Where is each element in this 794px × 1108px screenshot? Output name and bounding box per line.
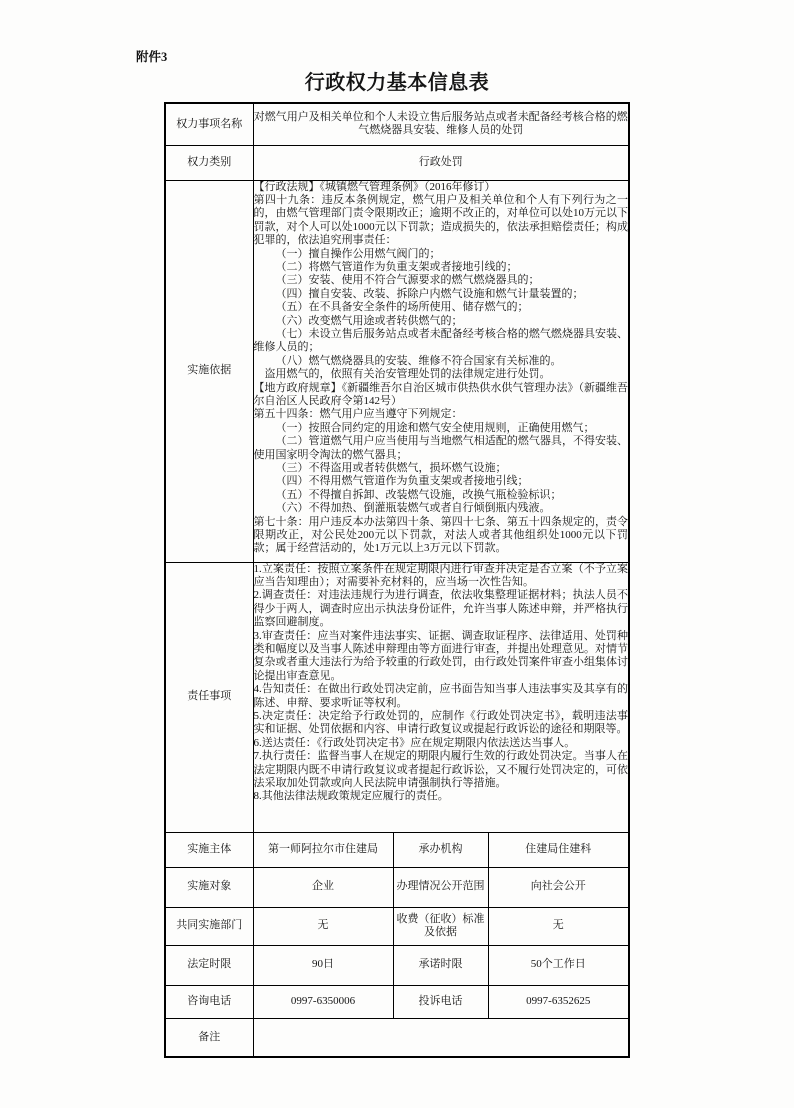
row-remark xyxy=(165,1018,629,1057)
row-label: 法定时限 xyxy=(165,945,253,985)
basis-label: 实施依据 xyxy=(165,180,253,562)
row-label: 咨询电话 xyxy=(165,985,253,1018)
row-value: 第一师阿拉尔市住建局 xyxy=(253,832,393,867)
row-duty xyxy=(165,562,629,832)
paragraph: （二）将燃气管道作为负重支架或者接地引线的； xyxy=(275,260,518,273)
row-value: 90日 xyxy=(253,945,393,985)
row-label: 承办机构 xyxy=(393,832,488,867)
paragraph: 【行政法规】《城镇燃气管理条例》（2016年修订） xyxy=(253,180,496,193)
paragraph: （四）擅自安装、改装、拆除户内燃气设施和燃气计量装置的； xyxy=(275,287,584,300)
row-phones xyxy=(165,985,629,1018)
row-label: 收费（征收）标准及依据 xyxy=(393,907,488,945)
row-value: 企业 xyxy=(253,867,393,907)
row-statutory-time-limit xyxy=(165,945,629,985)
item-name-label: 权力事项名称 xyxy=(165,103,253,145)
info-table xyxy=(164,102,630,1058)
basis-content-cell xyxy=(253,180,629,562)
paragraph: （二）管道燃气用户应当使用与当地燃气相适配的燃气器具，不得安装、使用国家明令淘汰的燃气器具； xyxy=(253,435,629,461)
row-label: 共同实施部门 xyxy=(165,907,253,945)
paragraph: （一）擅自操作公用燃气阀门的； xyxy=(275,247,441,260)
row-value: 50个工作日 xyxy=(488,945,629,985)
paragraph: 第四十九条：违反本条例规定，燃气用户及相关单位和个人有下列行为之一的，由燃气管理部门责令限期改正；逾期不改正的，对单位可以处10万元以下罚款，对个人可以处1000元以下罚款；造成损失的，依法承担赔偿责任；构成犯罪的，依法追究刑事责任： xyxy=(253,193,629,247)
row-label: 实施主体 xyxy=(165,832,253,867)
row-implementation-target xyxy=(165,867,629,907)
paragraph: 第七十条：用户违反本办法第四十条、第四十七条、第五十四条规定的，责令限期改正，对公民处200元以下罚款，对法人或者其他组织处1000元以下罚款；属于经营活动的，处1万元以上3万元以下罚款。 xyxy=(253,515,629,555)
paragraph: 8.其他法律法规政策规定应履行的责任。 xyxy=(253,790,449,803)
paragraph: （三）不得盗用或者转供燃气，损坏燃气设施； xyxy=(275,462,507,475)
paragraph: （三）安装、使用不符合气源要求的燃气燃烧器具的； xyxy=(275,274,540,287)
paragraph: 2.调查责任：对违法违规行为进行调查，依法收集整理证据材料；执法人员不得少于两人，调查时应出示执法身份证件，允许当事人陈述申辩，并严格执行监察回避制度。 xyxy=(253,589,629,629)
row-label: 投诉电话 xyxy=(393,985,488,1018)
row-value: 住建局住建科 xyxy=(488,832,629,867)
paragraph: 【地方政府规章】《新疆维吾尔自治区城市供热供水供气管理办法》（新疆维吾尔自治区人民政府令第142号） xyxy=(253,381,629,407)
paragraph: 第五十四条：燃气用户应当遵守下列规定： xyxy=(253,408,463,421)
duty-content-cell xyxy=(253,562,629,832)
row-basis xyxy=(165,180,629,562)
basis-paragraphs xyxy=(254,181,629,555)
paragraph: 6.送达责任：《行政处罚决定书》应在规定期限内依法送达当事人。 xyxy=(253,736,576,749)
remark-label: 备注 xyxy=(165,1018,253,1057)
paragraph: （八）燃气燃烧器具的安装、维修不符合国家有关标准的。 xyxy=(275,354,562,367)
paragraph: 盗用燃气的，依照有关治安管理处罚的法律规定进行处罚。 xyxy=(264,368,551,381)
row-label: 承诺时限 xyxy=(393,945,488,985)
row-value: 0997-6352625 xyxy=(488,985,629,1018)
paragraph: 3.审查责任：应当对案件违法事实、证据、调查取证程序、法律适用、处罚种类和幅度以及当事人陈述申辩理由等方面进行审查，并提出处理意见。对情节复杂或者重大违法行为给予较重的行政处罚，由行政处罚案件审查小组集体讨论提出审查意见。 xyxy=(253,629,629,682)
paragraph: （四）不得用燃气管道作为负重支架或者接地引线； xyxy=(275,475,529,488)
row-joint-departments xyxy=(165,907,629,945)
duty-label: 责任事项 xyxy=(165,562,253,832)
paragraph: （五）不得擅自拆卸、改装燃气设施，改换气瓶检验标识； xyxy=(275,488,562,501)
attachment-label: 附件3 xyxy=(136,50,168,64)
row-implementing-body xyxy=(165,832,629,867)
remark-value xyxy=(253,1018,629,1057)
row-item-name xyxy=(165,103,629,145)
row-value: 向社会公开 xyxy=(488,867,629,907)
row-label: 实施对象 xyxy=(165,867,253,907)
row-label: 办理情况公开范围 xyxy=(393,867,488,907)
page-title: 行政权力基本信息表 xyxy=(304,72,490,94)
paragraph: 1.立案责任：按照立案条件在规定期限内进行审查并决定是否立案（不予立案应当告知理由）；对需要补充材料的，应当场一次性告知。 xyxy=(253,562,629,588)
row-value: 无 xyxy=(488,907,629,945)
paragraph: （六）改变燃气用途或者转供燃气的； xyxy=(275,314,463,327)
row-value: 无 xyxy=(253,907,393,945)
row-category xyxy=(165,145,629,180)
duty-paragraphs xyxy=(254,563,629,825)
category-label: 权力类别 xyxy=(165,145,253,180)
paragraph: （五）在不具备安全条件的场所使用、储存燃气的； xyxy=(275,301,529,314)
paragraph: （六）不得加热、倒灌瓶装燃气或者自行倾倒瓶内残液。 xyxy=(275,502,551,515)
row-value: 0997-6350006 xyxy=(253,985,393,1018)
item-name-value: 对燃气用户及相关单位和个人未设立售后服务站点或者未配备经考核合格的燃气燃烧器具安装、维修人员的处罚 xyxy=(253,103,629,145)
paragraph: （一）按照合同约定的用途和燃气安全使用规则，正确使用燃气； xyxy=(275,421,595,434)
category-value: 行政处罚 xyxy=(253,145,629,180)
paragraph: 4.告知责任：在做出行政处罚决定前，应书面告知当事人违法事实及其享有的陈述、申辩、要求听证等权利。 xyxy=(253,683,629,709)
paragraph: 7.执行责任：监督当事人在规定的期限内履行生效的行政处罚决定。当事人在法定期限内既不申请行政复议或者提起行政诉讼，又不履行处罚决定的，可依法采取加处罚款或向人民法院申请强制执行等措施。 xyxy=(253,750,629,789)
paragraph: （七）未设立售后服务站点或者未配备经考核合格的燃气燃烧器具安装、维修人员的； xyxy=(253,327,629,354)
paragraph: 5.决定责任：决定给予行政处罚的，应制作《行政处罚决定书》，载明违法事实和证据、处罚依据和内容、申请行政复议或提起行政诉讼的途径和期限等。 xyxy=(253,709,629,736)
